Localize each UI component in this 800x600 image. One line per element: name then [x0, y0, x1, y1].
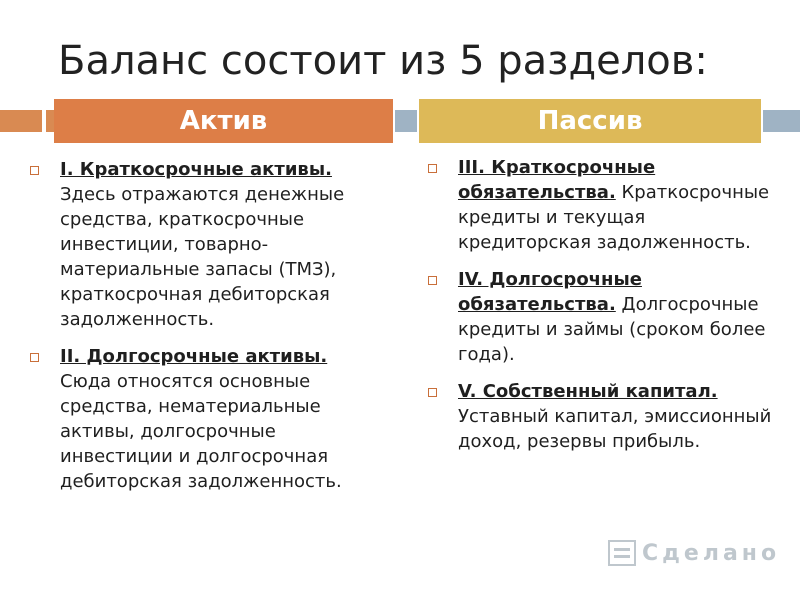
watermark-text: Сделано	[642, 540, 781, 566]
square-bullet-icon	[428, 164, 437, 173]
decor-band-left-small	[46, 110, 54, 132]
list-item	[428, 155, 773, 255]
square-bullet-icon	[428, 276, 437, 285]
list-item	[428, 267, 773, 367]
aktiv-column	[30, 157, 382, 506]
item-heading: V. Собственный капитал.	[458, 381, 718, 402]
decor-band-left	[0, 110, 42, 132]
decor-band-right	[763, 110, 800, 132]
square-bullet-icon	[30, 353, 39, 362]
square-bullet-icon	[30, 166, 39, 175]
item-heading: III. Краткосрочные обязательства.	[458, 157, 656, 203]
item-heading: I. Краткосрочные активы.	[60, 159, 332, 180]
slide-title: Баланс состоит из 5 разделов:	[58, 38, 708, 84]
list-item	[30, 344, 382, 494]
item-heading: II. Долгосрочные активы.	[60, 346, 328, 367]
decor-band-middle	[395, 110, 417, 132]
item-text: Сюда относятся основные средства, нематериальные активы, долгосрочные инвестиции и долгосрочная дебиторская задолженность.	[60, 371, 342, 492]
item-heading: IV. Долгосрочные обязательства.	[458, 269, 642, 315]
watermark	[608, 540, 780, 566]
item-text: Уставный капитал, эмиссионный доход, резервы прибыль.	[458, 406, 772, 452]
passiv-column	[428, 155, 773, 466]
item-text: Здесь отражаются денежные средства, краткосрочные инвестиции, товарно-материальные запасы (ТМЗ), краткосрочная дебиторская задолженность.	[60, 184, 345, 330]
item-text: Долгосрочные кредиты и займы (сроком более года).	[458, 294, 766, 365]
item-text: Краткосрочные кредиты и текущая кредиторская задолженность.	[458, 182, 770, 253]
list-item	[428, 379, 773, 454]
list-item	[30, 157, 382, 332]
watermark-logo-icon	[608, 540, 636, 566]
aktiv-header: Актив	[54, 99, 393, 143]
passiv-header: Пассив	[419, 99, 761, 143]
square-bullet-icon	[428, 388, 437, 397]
